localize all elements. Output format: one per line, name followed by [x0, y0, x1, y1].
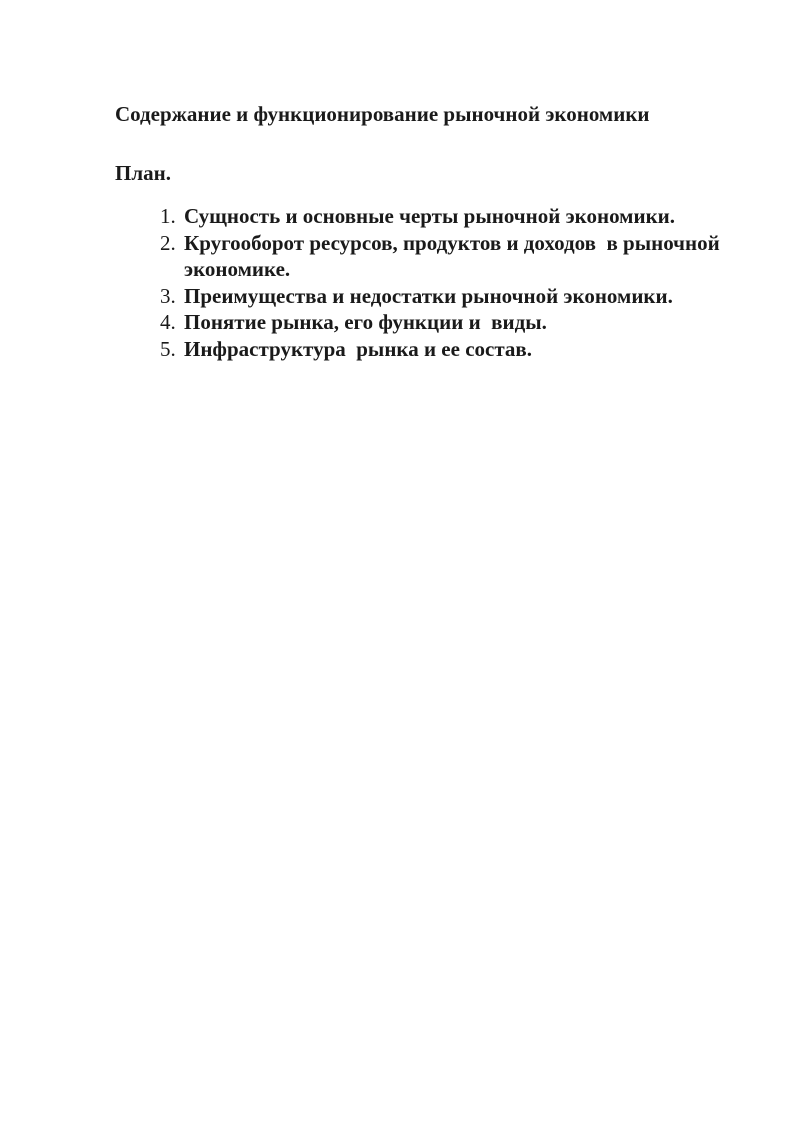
plan-item-text: Преимущества и недостатки рыночной экономики.	[184, 283, 673, 308]
plan-heading: План.	[115, 161, 171, 185]
plan-item-text: Инфраструктура рынка и ее состав.	[184, 336, 533, 361]
plan-item-5	[115, 336, 755, 363]
plan-item-number: 2.	[160, 230, 176, 255]
plan-item-number: 3.	[160, 283, 176, 308]
document-title: Содержание и функционирование рыночной экономики	[115, 102, 650, 126]
plan-item-4	[115, 309, 755, 336]
plan-item-3	[115, 283, 755, 310]
plan-item-text: Кругооборот ресурсов, продуктов и доходов в рыночной экономике.	[184, 230, 725, 281]
plan-item-number: 4.	[160, 310, 176, 334]
plan-item-1	[115, 203, 755, 230]
plan-item-number: 1.	[160, 204, 176, 228]
plan-item-2	[115, 230, 755, 283]
plan-list	[115, 203, 755, 362]
plan-item-text: Понятие рынка, его функции и виды.	[184, 310, 547, 334]
plan-item-number: 5.	[160, 336, 176, 361]
plan-item-text: Сущность и основные черты рыночной экономики.	[184, 204, 676, 228]
